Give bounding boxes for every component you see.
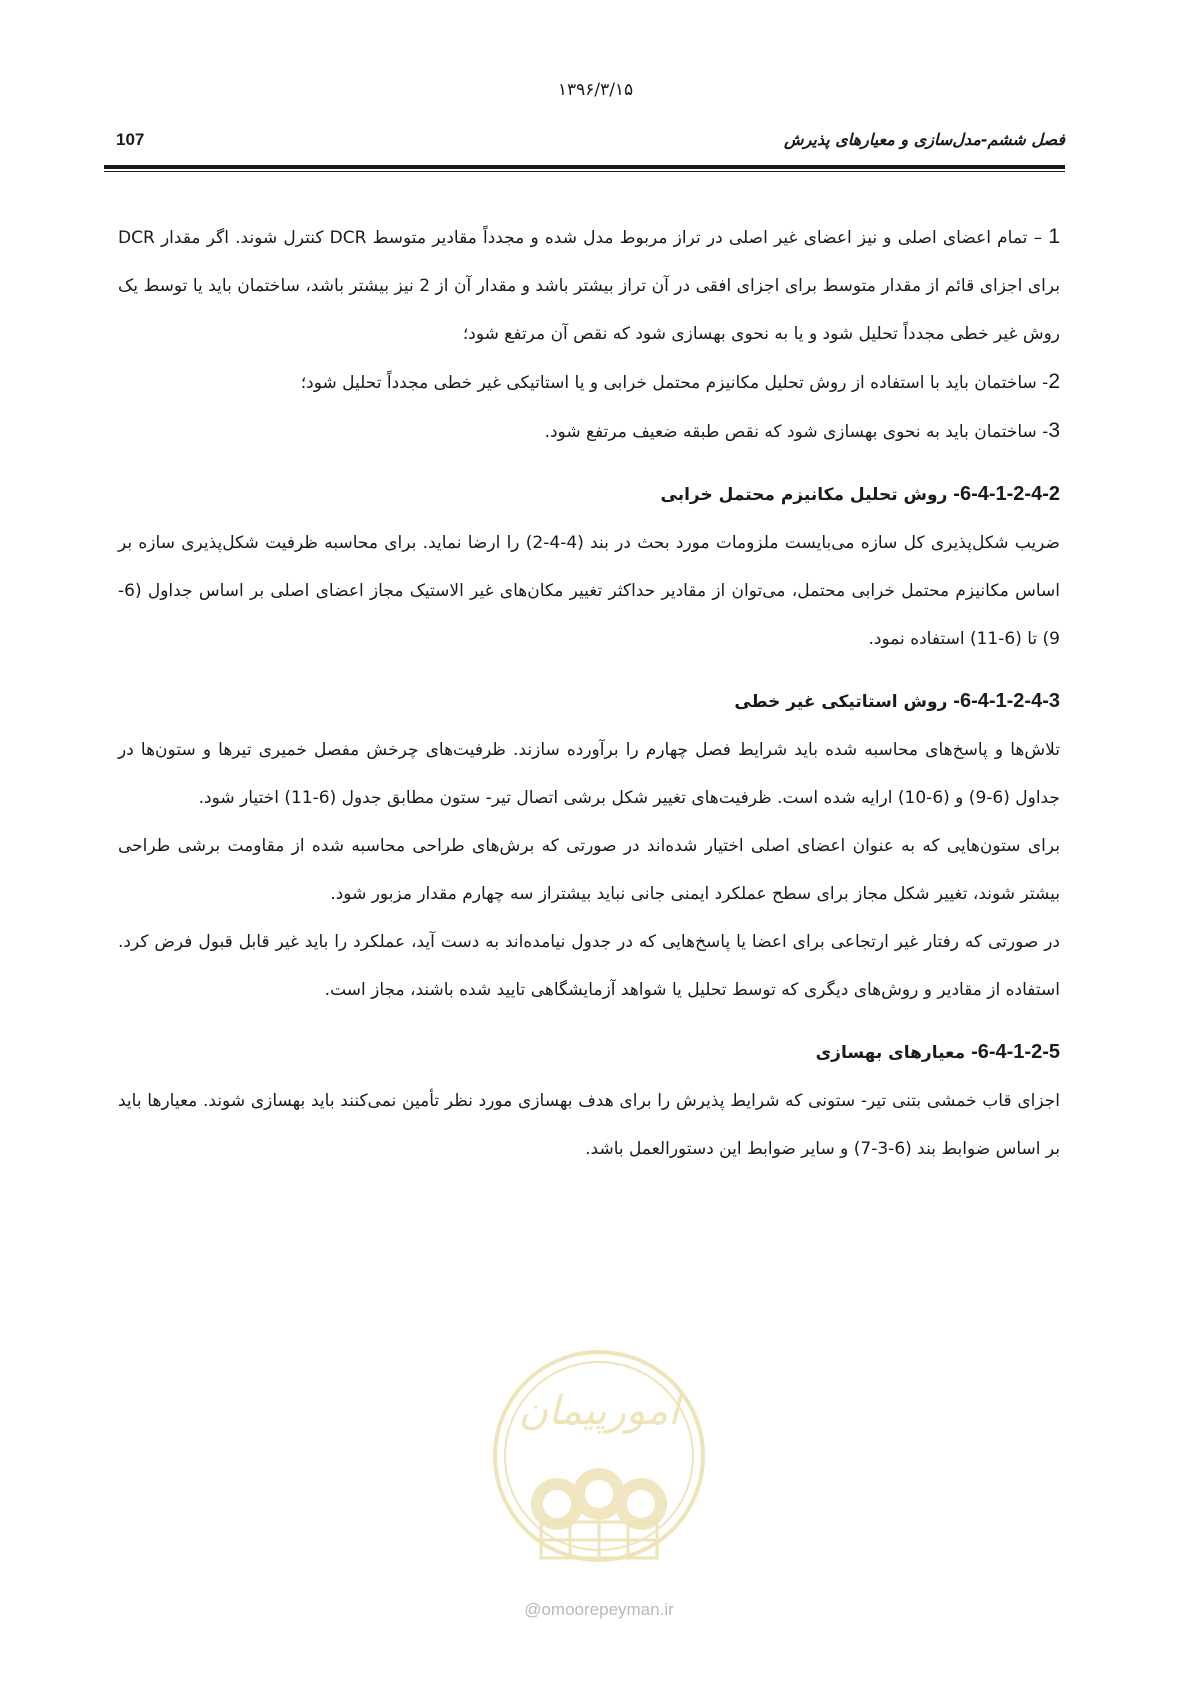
chapter-title: فصل ششم-مدل‌سازی و معیارهای پذیرش — [784, 130, 1065, 149]
section-heading — [118, 1028, 1060, 1077]
watermark-site: @omoorepeyman.ir — [524, 1600, 674, 1619]
paragraph: ضریب شکل‌پذیری کل سازه می‌بایست ملزومات مورد بحث در بند (4-4-2) را ارضا نماید. برای محاسبه ظرفیت شکل‌پذیری سازه بر اساس مکانیزم محتمل خرابی محتمل، می‌توان از مقادیر حداکثر تغییر مکان‌های غیر الاستیک مجاز اعضای اصلی بر اساس جداول (6-9) تا (6-11) استفاده نمود. — [118, 533, 1060, 649]
paragraph: اجزای قاب خمشی بتنی تیر- ستونی که شرایط پذیرش را برای هدف بهسازی مورد نظر تأمین نمی‌کنند باید بهسازی شوند. معیارها باید بر اساس ضوابط بند (6-3-7) و سایر ضوابط این دستورالعمل باشد. — [118, 1091, 1060, 1159]
header-rule-thick — [104, 165, 1065, 169]
section-title: معیارهای بهسازی — [815, 1043, 966, 1063]
list-item-text: - ساختمان باید با استفاده از روش تحلیل مکانیزم محتمل خرابی و یا استاتیکی غیر خطی مجدداً تحلیل شود؛ — [300, 373, 1049, 393]
paragraph: برای ستون‌هایی که به عنوان اعضای اصلی اختیار شده‌اند در صورتی که برش‌های طراحی محاسبه شده از مقاومت برشی طراحی بیشتر شوند، تغییر شکل مجاز برای سطح عملکرد ایمنی جانی نباید بیشتراز سه چهارم مقدار مزبور شود. — [118, 836, 1060, 904]
section-heading — [118, 470, 1060, 519]
list-item-number: 2 — [1048, 370, 1060, 393]
list-item-1 — [118, 213, 1060, 358]
document-date: ۱۳۹۶/۳/۱۵ — [557, 80, 634, 100]
section-title: روش استاتیکی غیر خطی — [734, 692, 948, 712]
list-item-2 — [118, 358, 1060, 407]
section-number: 6-4-1-2-4-3- — [953, 690, 1060, 712]
section-heading — [118, 677, 1060, 726]
list-item-3 — [118, 407, 1060, 456]
paragraph: در صورتی که رفتار غیر ارتجاعی برای اعضا یا پاسخ‌هایی که در جدول نیامده‌اند به دست آید، عملکرد را باید غیر قابل قبول فرض کرد. استفاده از مقادیر و روش‌های دیگری که توسط تحلیل یا شواهد آزمایشگاهی تایید شده باشند، مجاز است. — [118, 932, 1060, 1000]
list-item-text: – تمام اعضای اصلی و نیز اعضای غیر اصلی در تراز مربوط مدل شده و مجدداً مقادیر متوسط DCR کنترل شوند. اگر مقدار DCR برای اجزای قائم از مقدار متوسط برای اجزای افقی در آن تراز بیشتر باشد و مقدار آن از 2 نیز بیشتر باشد، ساختمان باید یا توسط یک روش غیر خطی مجدداً تحلیل شود و یا به نحوی بهسازی شود که نقص آن مرتفع شود؛ — [118, 228, 1060, 344]
section-title: روش تحلیل مکانیزم محتمل خرابی — [660, 485, 948, 505]
list-item-number: 1 — [1048, 225, 1060, 248]
list-item-text: - ساختمان باید به نحوی بهسازی شود که نقص طبقه ضعیف مرتفع شود. — [544, 422, 1049, 442]
watermark-logo-text: امورپیمان — [518, 1388, 680, 1434]
header-rule-thin — [104, 171, 1065, 172]
page-number: 107 — [116, 130, 145, 149]
list-item-number: 3 — [1048, 419, 1060, 442]
section-number: 6-4-1-2-5- — [971, 1041, 1060, 1063]
page-header — [104, 130, 1065, 154]
section-number: 6-4-1-2-4-2- — [953, 483, 1060, 505]
paragraph: تلاش‌ها و پاسخ‌های محاسبه شده باید شرایط فصل چهارم را برآورده سازند. ظرفیت‌های چرخش مفصل خمیری تیرها و ستون‌ها در جداول (6-9) و (6-10) ارایه شده است. ظرفیت‌های تغییر شکل برشی اتصال تیر- ستون مطابق جدول (6-11) اختیار شود. — [118, 740, 1060, 808]
watermark-logo — [489, 1344, 709, 1576]
page-body — [118, 213, 1060, 1173]
